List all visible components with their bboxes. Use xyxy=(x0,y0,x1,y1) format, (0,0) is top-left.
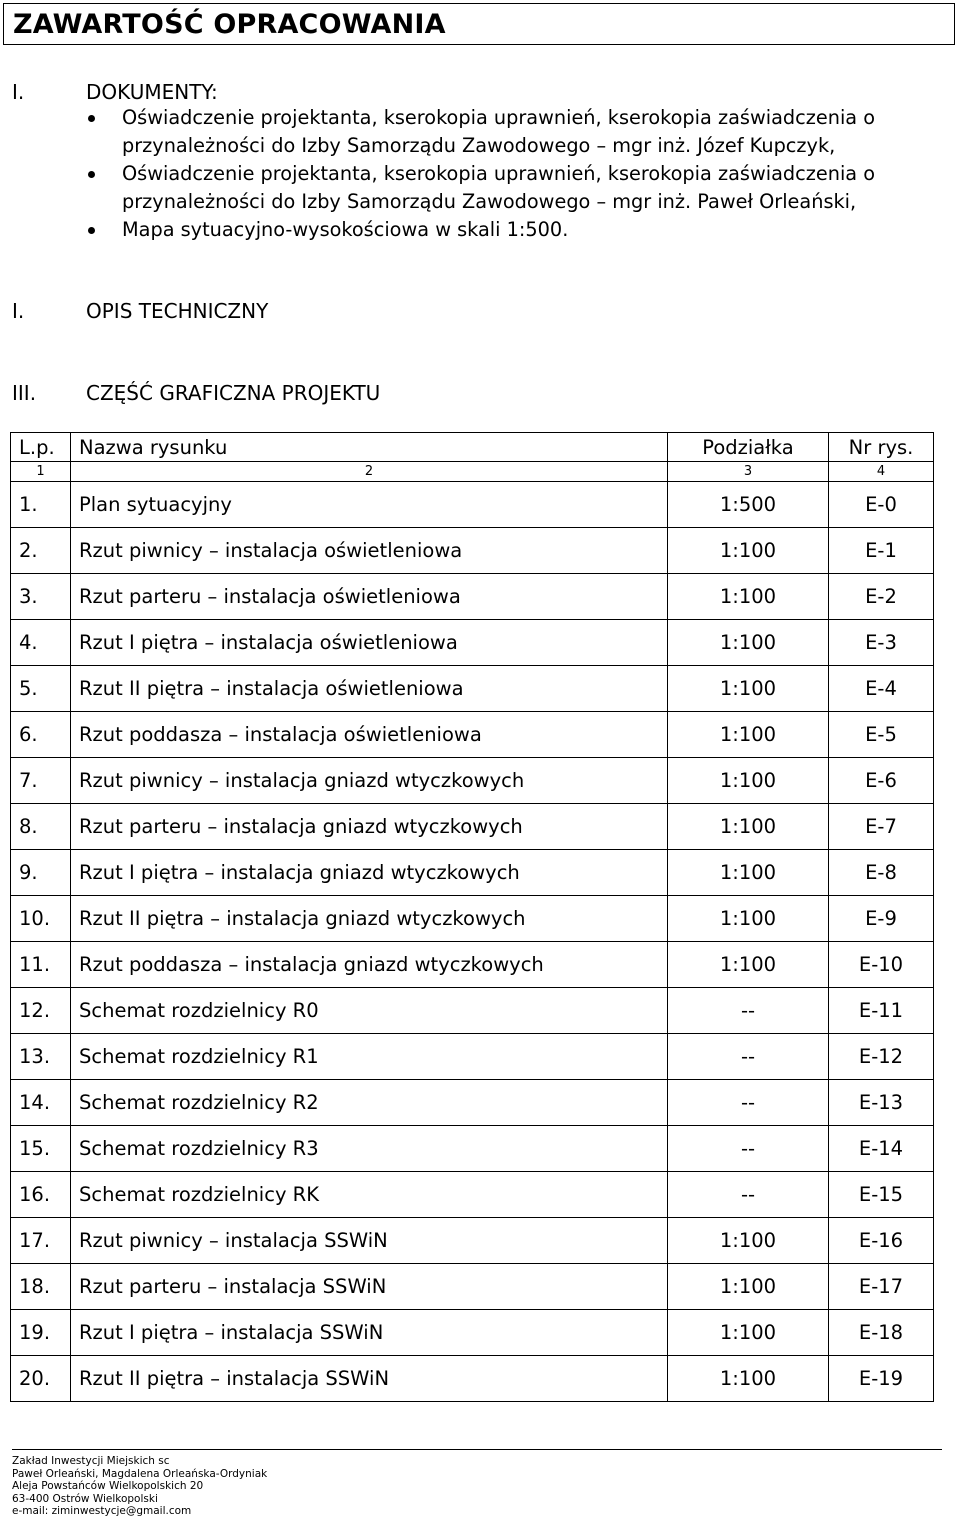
row-drawing-number: E-9 xyxy=(829,896,934,942)
row-drawing-name: Schemat rozdzielnicy R3 xyxy=(71,1126,668,1172)
list-item-text: Oświadczenie projektanta, kserokopia uprawnień, kserokopia zaświadczenia o przynależności do Izby Samorządu Zawodowego – mgr inż. Paweł Orleański, xyxy=(122,162,876,213)
row-drawing-name: Schemat rozdzielnicy RK xyxy=(71,1172,668,1218)
row-lp: 18. xyxy=(11,1264,71,1310)
row-lp: 7. xyxy=(11,758,71,804)
row-drawing-name: Rzut I piętra – instalacja gniazd wtyczkowych xyxy=(71,850,668,896)
row-lp: 13. xyxy=(11,1034,71,1080)
column-number: 4 xyxy=(829,462,934,482)
footer-email: e-mail: ziminwestycje@gmail.com xyxy=(12,1505,192,1517)
row-lp: 14. xyxy=(11,1080,71,1126)
table-row xyxy=(11,804,934,850)
footer xyxy=(12,1449,942,1518)
title-box xyxy=(3,3,955,45)
row-lp: 11. xyxy=(11,942,71,988)
row-scale: 1:100 xyxy=(668,528,829,574)
row-lp: 9. xyxy=(11,850,71,896)
section-number: I. xyxy=(12,299,25,323)
row-lp: 4. xyxy=(11,620,71,666)
list-item xyxy=(88,104,932,160)
row-drawing-number: E-12 xyxy=(829,1034,934,1080)
table-row xyxy=(11,850,934,896)
row-drawing-number: E-8 xyxy=(829,850,934,896)
table-row xyxy=(11,1080,934,1126)
table-header-row xyxy=(11,433,934,462)
header-lp: L.p. xyxy=(11,433,71,462)
row-drawing-name: Rzut poddasza – instalacja oświetleniowa xyxy=(71,712,668,758)
row-drawing-name: Schemat rozdzielnicy R2 xyxy=(71,1080,668,1126)
row-lp: 19. xyxy=(11,1310,71,1356)
row-drawing-number: E-17 xyxy=(829,1264,934,1310)
row-scale: 1:100 xyxy=(668,574,829,620)
row-scale: -- xyxy=(668,1080,829,1126)
header-name: Nazwa rysunku xyxy=(71,433,668,462)
row-scale: 1:100 xyxy=(668,804,829,850)
row-drawing-name: Schemat rozdzielnicy R0 xyxy=(71,988,668,1034)
row-drawing-number: E-7 xyxy=(829,804,934,850)
table-row xyxy=(11,1264,934,1310)
list-item-text: Mapa sytuacyjno-wysokościowa w skali 1:500. xyxy=(122,218,569,241)
row-drawing-number: E-1 xyxy=(829,528,934,574)
table-row xyxy=(11,620,934,666)
row-lp: 8. xyxy=(11,804,71,850)
row-lp: 1. xyxy=(11,482,71,528)
list-item xyxy=(88,160,932,216)
row-scale: -- xyxy=(668,1126,829,1172)
row-lp: 3. xyxy=(11,574,71,620)
bullet-icon xyxy=(88,171,95,178)
bullet-icon xyxy=(88,227,95,234)
row-lp: 10. xyxy=(11,896,71,942)
row-drawing-number: E-11 xyxy=(829,988,934,1034)
row-lp: 15. xyxy=(11,1126,71,1172)
row-scale: -- xyxy=(668,988,829,1034)
row-drawing-number: E-13 xyxy=(829,1080,934,1126)
row-drawing-name: Rzut parteru – instalacja oświetleniowa xyxy=(71,574,668,620)
table-row xyxy=(11,942,934,988)
row-scale: 1:500 xyxy=(668,482,829,528)
footer-owners: Paweł Orleański, Magdalena Orleańska-Ordyniak xyxy=(12,1467,268,1480)
row-drawing-name: Rzut parteru – instalacja SSWiN xyxy=(71,1264,668,1310)
column-number: 1 xyxy=(11,462,71,482)
table-row xyxy=(11,1310,934,1356)
table-row xyxy=(11,712,934,758)
row-scale: -- xyxy=(668,1034,829,1080)
row-drawing-name: Rzut II piętra – instalacja oświetleniowa xyxy=(71,666,668,712)
row-scale: 1:100 xyxy=(668,850,829,896)
row-lp: 6. xyxy=(11,712,71,758)
section-label: DOKUMENTY: xyxy=(86,80,218,104)
row-drawing-number: E-4 xyxy=(829,666,934,712)
row-drawing-number: E-16 xyxy=(829,1218,934,1264)
row-drawing-name: Plan sytuacyjny xyxy=(71,482,668,528)
row-drawing-number: E-14 xyxy=(829,1126,934,1172)
row-drawing-number: E-18 xyxy=(829,1310,934,1356)
row-lp: 5. xyxy=(11,666,71,712)
table-row xyxy=(11,482,934,528)
table-row xyxy=(11,1126,934,1172)
row-drawing-name: Rzut parteru – instalacja gniazd wtyczkowych xyxy=(71,804,668,850)
row-lp: 16. xyxy=(11,1172,71,1218)
list-item-text: Oświadczenie projektanta, kserokopia uprawnień, kserokopia zaświadczenia o przynależności do Izby Samorządu Zawodowego – mgr inż. Józef Kupczyk, xyxy=(122,106,876,157)
header-scale: Podziałka xyxy=(668,433,829,462)
row-scale: 1:100 xyxy=(668,758,829,804)
row-lp: 2. xyxy=(11,528,71,574)
table-row xyxy=(11,574,934,620)
row-drawing-number: E-2 xyxy=(829,574,934,620)
column-number-row xyxy=(11,462,934,482)
header-number: Nr rys. xyxy=(829,433,934,462)
footer-city: 63-400 Ostrów Wielkopolski xyxy=(12,1492,158,1505)
row-drawing-number: E-10 xyxy=(829,942,934,988)
table-row xyxy=(11,1356,934,1402)
row-drawing-number: E-19 xyxy=(829,1356,934,1402)
row-drawing-name: Rzut piwnicy – instalacja gniazd wtyczkowych xyxy=(71,758,668,804)
row-scale: 1:100 xyxy=(668,1264,829,1310)
table-row xyxy=(11,528,934,574)
table-row xyxy=(11,988,934,1034)
table-row xyxy=(11,758,934,804)
table-row xyxy=(11,666,934,712)
documents-list xyxy=(88,104,932,244)
row-scale: 1:100 xyxy=(668,620,829,666)
row-drawing-name: Rzut piwnicy – instalacja oświetleniowa xyxy=(71,528,668,574)
bullet-icon xyxy=(88,115,95,122)
row-drawing-name: Rzut II piętra – instalacja gniazd wtyczkowych xyxy=(71,896,668,942)
table-row xyxy=(11,1172,934,1218)
row-scale: -- xyxy=(668,1172,829,1218)
row-drawing-name: Rzut poddasza – instalacja gniazd wtyczkowych xyxy=(71,942,668,988)
row-scale: 1:100 xyxy=(668,942,829,988)
row-lp: 17. xyxy=(11,1218,71,1264)
row-drawing-number: E-3 xyxy=(829,620,934,666)
section-number: I. xyxy=(12,80,25,104)
table-row xyxy=(11,1218,934,1264)
table-row xyxy=(11,896,934,942)
list-item xyxy=(88,216,932,244)
row-lp: 12. xyxy=(11,988,71,1034)
section-label: OPIS TECHNICZNY xyxy=(86,299,269,323)
row-scale: 1:100 xyxy=(668,1218,829,1264)
row-drawing-name: Rzut I piętra – instalacja oświetleniowa xyxy=(71,620,668,666)
row-drawing-name: Schemat rozdzielnicy R1 xyxy=(71,1034,668,1080)
footer-company: Zakład Inwestycji Miejskich sc xyxy=(12,1455,170,1467)
footer-street: Aleja Powstańców Wielkopolskich 20 xyxy=(12,1480,204,1492)
row-drawing-name: Rzut piwnicy – instalacja SSWiN xyxy=(71,1218,668,1264)
row-drawing-number: E-6 xyxy=(829,758,934,804)
row-scale: 1:100 xyxy=(668,712,829,758)
row-scale: 1:100 xyxy=(668,1356,829,1402)
row-drawing-number: E-15 xyxy=(829,1172,934,1218)
row-drawing-name: Rzut I piętra – instalacja SSWiN xyxy=(71,1310,668,1356)
column-number: 2 xyxy=(71,462,668,482)
page-title: ZAWARTOŚĆ OPRACOWANIA xyxy=(13,9,446,40)
section-number: III. xyxy=(12,381,37,405)
column-number: 3 xyxy=(668,462,829,482)
row-scale: 1:100 xyxy=(668,896,829,942)
row-lp: 20. xyxy=(11,1356,71,1402)
drawings-table xyxy=(10,432,934,1402)
row-drawing-number: E-5 xyxy=(829,712,934,758)
row-scale: 1:100 xyxy=(668,666,829,712)
row-drawing-name: Rzut II piętra – instalacja SSWiN xyxy=(71,1356,668,1402)
row-scale: 1:100 xyxy=(668,1310,829,1356)
section-label: CZĘŚĆ GRAFICZNA PROJEKTU xyxy=(86,381,381,405)
table-row xyxy=(11,1034,934,1080)
row-drawing-number: E-0 xyxy=(829,482,934,528)
